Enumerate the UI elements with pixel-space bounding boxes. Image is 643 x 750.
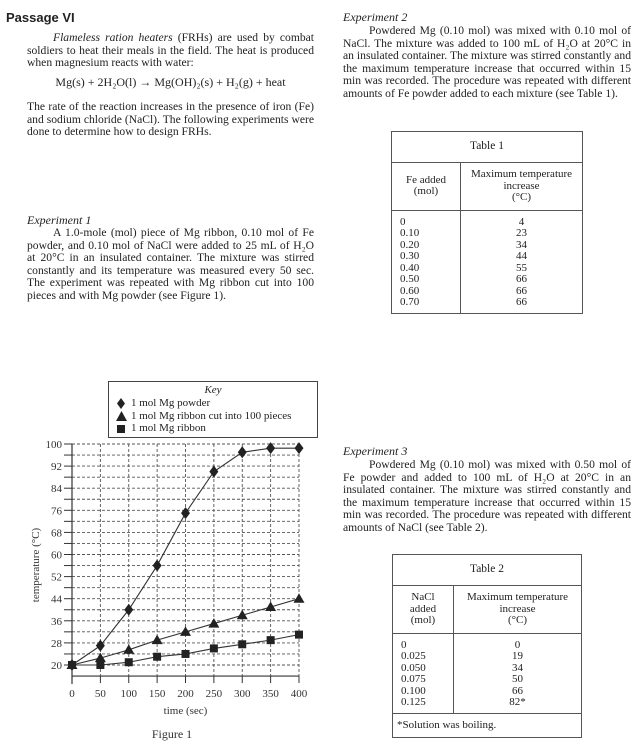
data-point-square — [68, 661, 76, 669]
table-cell: 0.50 — [400, 273, 420, 285]
data-point-triangle — [294, 593, 305, 603]
y-axis-label: temperature (°C) — [30, 527, 42, 603]
x-tick-label: 400 — [290, 688, 308, 701]
x-tick-label: 250 — [205, 688, 223, 701]
table-cell: 66 — [516, 296, 527, 308]
table2-col2-header: Maximum temperature increase (°C) — [454, 586, 582, 634]
data-point-square — [125, 658, 133, 666]
data-point-square — [96, 661, 104, 669]
table-cell: 0.40 — [400, 261, 420, 274]
figure-caption: Figure 1 — [151, 727, 193, 742]
y-tick-label: 84 — [51, 483, 62, 496]
table-cell: 66 — [516, 273, 527, 285]
experiment3-title: Experiment 3 — [343, 444, 408, 458]
table-cell: 19 — [512, 650, 523, 662]
chart-legend — [108, 381, 318, 438]
table2-col1-header: NaCl added (mol) — [393, 586, 454, 634]
data-point-square — [238, 640, 246, 648]
table-cell: 0.20 — [400, 238, 420, 251]
data-point-square — [267, 636, 275, 644]
table2-caption: Table 2 — [393, 555, 582, 586]
experiment3-text: Powdered Mg (0.10 mol) was mixed with 0.50 mol of Fe powder and added to 100 mL of H₂O at 20°C in an insulated container. The mixture was stirred constantly and the maximum temperature increase that occurred within 15 min was recorded. The procedure was repeated with different amounts of NaCl (see Table 2). — [343, 458, 631, 534]
intro-text: (FRHs) are used by combat soldiers to heat their meals in the field. The heat is produced when magnesium reacts with water: — [27, 31, 314, 70]
table-cell: 0.30 — [400, 250, 420, 262]
table-cell: 82* — [509, 696, 526, 708]
x-tick-label: 0 — [69, 688, 75, 701]
rate-paragraph: The rate of the reaction increases in the presence of iron (Fe) and sodium chloride (NaCl). The following experiments were done to determine how to design FRHs. — [27, 100, 314, 139]
table1 — [391, 131, 583, 314]
y-tick-label: 60 — [51, 549, 62, 562]
table-cell: 0.125 — [401, 696, 426, 708]
table-cell: 4 — [518, 215, 525, 228]
legend-item-powder: 1 mol Mg powder — [115, 397, 311, 410]
table-cell: 34 — [512, 661, 523, 674]
legend-title: Key — [204, 384, 222, 396]
x-tick-label: 200 — [177, 688, 194, 701]
table-cell: 0.075 — [401, 673, 426, 685]
table-cell: 66 — [516, 284, 527, 297]
y-tick-label: 52 — [51, 571, 62, 584]
table-cell: 0.100 — [401, 684, 426, 697]
x-tick-label: 300 — [234, 688, 251, 701]
table1-fe-column — [392, 210, 461, 313]
experiment1-text: A 1.0-mole (mol) piece of Mg ribbon, 0.10 mol of Fe powder, and 0.10 mol of NaCl were added to 25 mL of H₂O at 20°C in an insulated container. The mixture was stirred constantly and its temperature was measured every 50 sec. The experiment was repeated with Mg ribbon cut into 100 pieces and with Mg powder (see Figure 1). — [27, 226, 314, 302]
table2-nacl-column — [393, 633, 454, 713]
table-cell: 23 — [516, 227, 527, 239]
table-cell: 34 — [516, 238, 527, 251]
table-cell: 44 — [516, 250, 527, 262]
y-tick-label: 92 — [51, 461, 62, 474]
table-cell: 0 — [401, 638, 407, 651]
table1-caption: Table 1 — [392, 132, 583, 163]
table-cell: 0.025 — [401, 650, 426, 662]
x-tick-label: 350 — [262, 688, 279, 701]
y-tick-label: 76 — [51, 505, 62, 518]
y-tick-label: 100 — [45, 439, 62, 451]
square-marker-icon — [115, 425, 127, 433]
y-tick-label: 68 — [51, 527, 62, 540]
x-axis-label: time (sec) — [163, 705, 208, 718]
data-point-square — [295, 631, 303, 639]
table2-footnote: *Solution was boiling. — [393, 713, 582, 738]
data-point-square — [210, 644, 218, 652]
x-tick-label: 150 — [148, 688, 166, 701]
intro-paragraph — [27, 32, 314, 70]
y-tick-label: 20 — [51, 660, 62, 672]
reaction-equation: Mg(s) + 2H₂O(l) → Mg(OH)₂(s) + H₂(g) + heat — [55, 75, 286, 89]
experiment1-title: Experiment 1 — [27, 213, 92, 227]
data-point-diamond — [295, 442, 304, 454]
table-cell: 0.050 — [401, 661, 426, 674]
table-cell: 55 — [516, 261, 527, 274]
x-tick-label: 100 — [120, 688, 137, 701]
table1-col2-header: Maximum temperature increase (°C) — [461, 163, 583, 211]
chart-ticks — [46, 439, 308, 700]
y-tick-label: 28 — [51, 637, 62, 650]
data-point-square — [153, 653, 161, 661]
table-cell: 50 — [512, 673, 523, 685]
intro-italic: Flameless ration heaters — [53, 31, 173, 44]
data-point-square — [182, 650, 190, 658]
experiment2-title: Experiment 2 — [343, 10, 408, 24]
diamond-marker-icon — [115, 398, 127, 409]
experiment2-text: Powdered Mg (0.10 mol) was mixed with 0.10 mol of NaCl. The mixture was added to 100 mL of H₂O at 20°C in an insulated container. The mixture was stirred constantly and the maximum temperature increase that occurred within 15 min was recorded. The procedure was repeated with different amounts of Fe powder added to each mixture (see Table 1). — [343, 24, 631, 100]
table2-temp-column — [454, 633, 582, 713]
legend-item-ribbon: 1 mol Mg ribbon — [115, 422, 311, 435]
legend-item-100-pieces: 1 mol Mg ribbon cut into 100 pieces — [115, 410, 311, 423]
y-tick-label: 44 — [51, 593, 62, 606]
table1-temp-column — [461, 210, 583, 313]
table-cell: 0 — [400, 215, 406, 228]
table2 — [392, 554, 582, 738]
data-point-diamond — [238, 446, 247, 458]
table-cell: 0 — [514, 638, 521, 651]
table1-col1-header: Fe added (mol) — [392, 163, 461, 211]
table-cell: 66 — [512, 684, 523, 697]
triangle-marker-icon — [115, 411, 127, 421]
table-cell: 0.10 — [400, 227, 420, 239]
x-tick-label: 50 — [94, 688, 106, 701]
table-cell: 0.60 — [400, 284, 420, 297]
table-cell: 0.70 — [400, 296, 420, 308]
y-tick-label: 36 — [51, 615, 62, 628]
passage-title: Passage VI — [6, 10, 75, 25]
